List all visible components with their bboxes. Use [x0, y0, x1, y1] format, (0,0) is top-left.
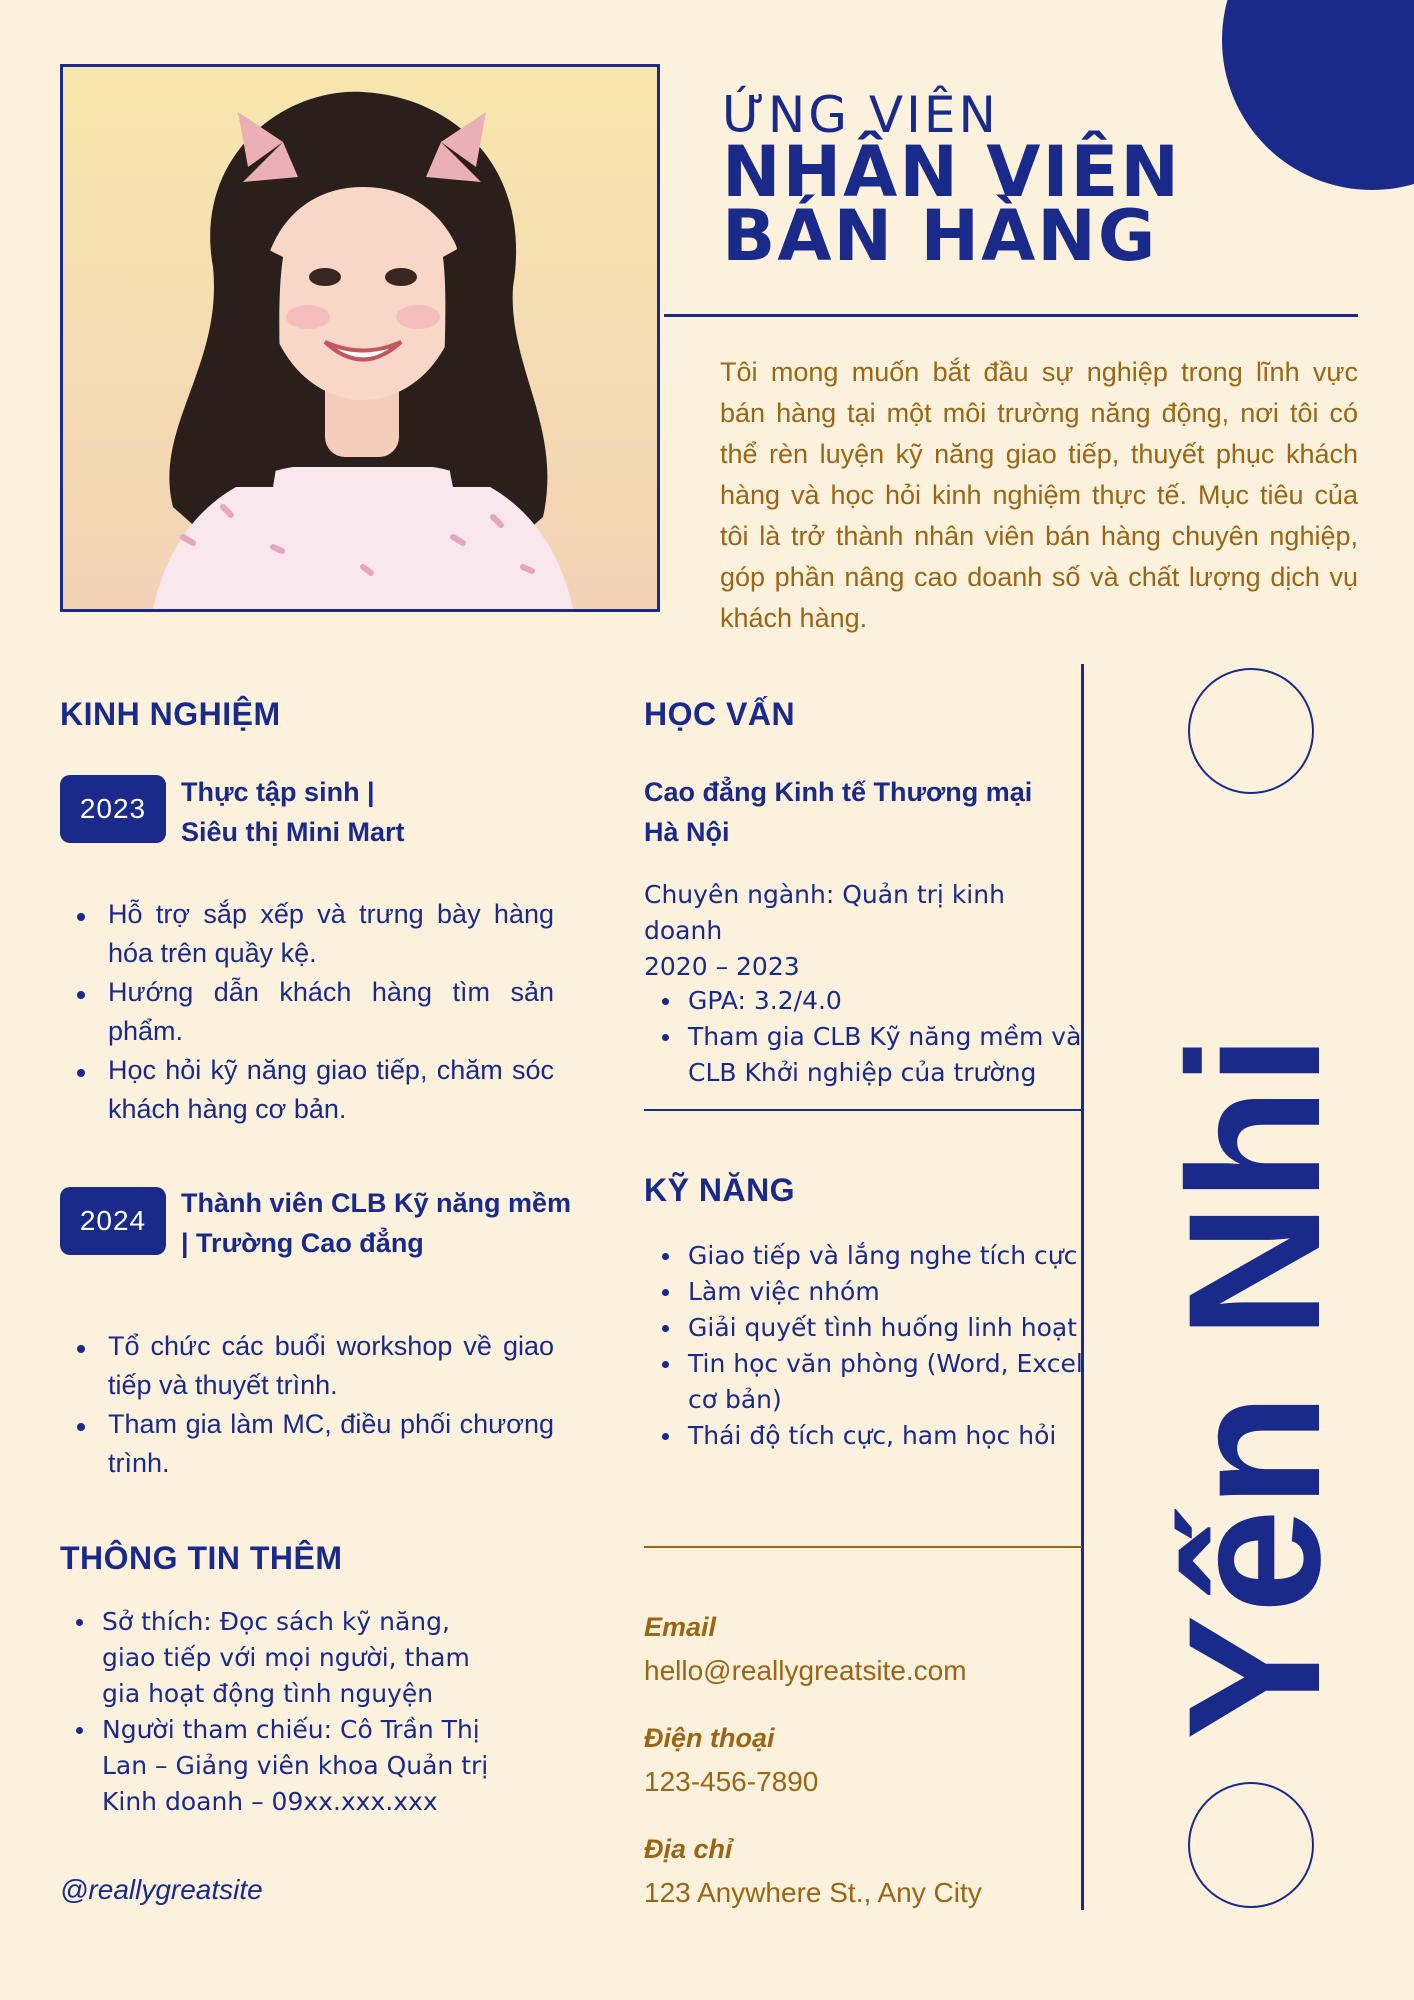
list-item: Làm việc nhóm: [644, 1274, 1084, 1310]
email-label: Email: [644, 1612, 717, 1642]
education-heading: HỌC VẤN: [644, 696, 796, 732]
school-name-line2: Hà Nội: [644, 817, 730, 847]
title-divider: [664, 314, 1358, 317]
experience-year-badge: 2024: [60, 1187, 166, 1255]
school-name: [644, 772, 1032, 852]
ring-decoration-top: [1188, 668, 1314, 794]
additional-info-list: [60, 1604, 500, 1820]
skills-list: [644, 1238, 1084, 1454]
major-line2: doanh: [644, 916, 723, 945]
experience-bullets: [60, 1327, 554, 1483]
list-item: Tin học văn phòng (Word, Excel cơ bản): [644, 1346, 1084, 1418]
education-years: 2020 – 2023: [644, 952, 800, 981]
list-item: GPA: 3.2/4.0: [644, 983, 1084, 1019]
experience-heading: KINH NGHIỆM: [60, 696, 281, 732]
list-item: Giao tiếp và lắng nghe tích cực: [644, 1238, 1084, 1274]
candidate-name: Yến Nhi: [1149, 1033, 1359, 1740]
list-item: Tổ chức các buổi workshop về giao tiếp và thuyết trình.: [60, 1327, 554, 1405]
education-bullets: [644, 983, 1084, 1091]
address-value: 123 Anywhere St., Any City: [644, 1877, 982, 1908]
phone-label: Điện thoại: [644, 1723, 775, 1753]
ring-decoration-bottom: [1188, 1782, 1314, 1908]
career-objective: Tôi mong muốn bắt đầu sự nghiệp trong lĩnh vực bán hàng tại một môi trường năng động, nơi tôi có thể rèn luyện kỹ năng giao tiếp, thuyết phục khách hàng và học hỏi kinh nghiệm thực tế. Mục tiêu của tôi là trở thành nhân viên bán hàng chuyên nghiệp, góp phần nâng cao doanh số và chất lượng dịch vụ khách hàng.: [720, 357, 1358, 633]
experience-title-line2: | Trường Cao đẳng: [181, 1228, 424, 1258]
experience-title: [181, 1183, 571, 1263]
email-value[interactable]: hello@reallygreatsite.com: [644, 1655, 967, 1686]
profile-photo: [60, 64, 660, 612]
section-divider: [644, 1546, 1082, 1548]
experience-title-line2: Siêu thị Mini Mart: [181, 817, 405, 847]
education-details: [644, 877, 1064, 985]
major-line1: Chuyên ngành: Quản trị kinh: [644, 880, 1005, 909]
list-item: Học hỏi kỹ năng giao tiếp, chăm sóc khách hàng cơ bản.: [60, 1051, 554, 1129]
additional-info-heading: THÔNG TIN THÊM: [60, 1540, 343, 1576]
list-item: Giải quyết tình huống linh hoạt: [644, 1310, 1084, 1346]
experience-title-line1: Thực tập sinh |: [181, 777, 375, 807]
list-item: Hỗ trợ sắp xếp và trưng bày hàng hóa trên quầy kệ.: [60, 895, 554, 973]
skills-heading: KỸ NĂNG: [644, 1172, 796, 1208]
list-item: Hướng dẫn khách hàng tìm sản phẩm.: [60, 973, 554, 1051]
school-name-line1: Cao đẳng Kinh tế Thương mại: [644, 777, 1033, 807]
title-candidate-label: ỨNG VIÊN: [722, 86, 999, 144]
section-divider: [644, 1109, 1082, 1111]
list-item: Người tham chiếu: Cô Trần Thị Lan – Giảng viên khoa Quản trị Kinh doanh – 09xx.xxx.xxx: [60, 1712, 500, 1820]
experience-title-line1: Thành viên CLB Kỹ năng mềm: [181, 1188, 572, 1218]
position-title: [722, 131, 1181, 277]
experience-year-badge: 2023: [60, 775, 166, 843]
social-handle: @reallygreatsite: [60, 1874, 263, 1905]
experience-bullets: [60, 895, 554, 1129]
list-item: Tham gia làm MC, điều phối chương trình.: [60, 1405, 554, 1483]
position-title-line2: BÁN HÀNG: [722, 195, 1158, 277]
list-item: Sở thích: Đọc sách kỹ năng, giao tiếp với mọi người, tham gia hoạt động tình nguyện: [60, 1604, 500, 1712]
corner-circle-decoration: [1222, 0, 1414, 190]
list-item: Tham gia CLB Kỹ năng mềm và CLB Khởi nghiệp của trường: [644, 1019, 1084, 1091]
experience-title: [181, 772, 405, 852]
list-item: Thái độ tích cực, ham học hỏi: [644, 1418, 1084, 1454]
phone-value[interactable]: 123-456-7890: [644, 1766, 819, 1797]
position-title-line1: NHÂN VIÊN: [722, 131, 1181, 213]
address-label: Địa chỉ: [644, 1834, 733, 1864]
